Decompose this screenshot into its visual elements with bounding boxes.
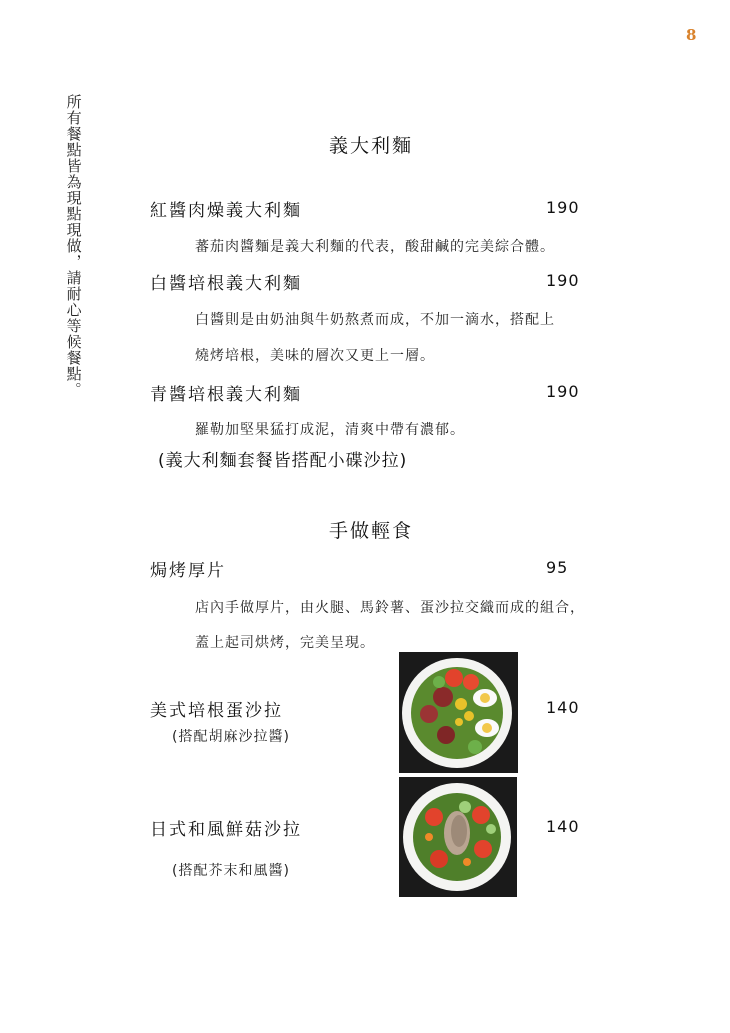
- pasta-set-note: (義大利麵套餐皆搭配小碟沙拉): [158, 451, 408, 471]
- menu-item-name: 焗烤厚片: [150, 561, 226, 581]
- menu-item-price: 190: [546, 198, 580, 217]
- menu-item-desc: 店內手做厚片，由火腿、馬鈴薯、蛋沙拉交織而成的組合，: [195, 600, 585, 616]
- section-title-pasta: 義大利麵: [329, 135, 414, 157]
- menu-item-name: 白醬培根義大利麵: [150, 274, 302, 294]
- dressing-note: (搭配胡麻沙拉醬): [172, 729, 290, 745]
- menu-item-name: 日式和風鮮菇沙拉: [150, 820, 302, 840]
- menu-item-name: 紅醬肉燥義大利麵: [150, 201, 302, 221]
- menu-item-price: 190: [546, 382, 580, 401]
- mushroom-salad-photo: [399, 777, 517, 897]
- menu-item-desc: 蕃茄肉醬麵是義大利麵的代表，酸甜鹹的完美綜合體。: [195, 239, 555, 255]
- menu-item-name: 青醬培根義大利麵: [150, 385, 302, 405]
- bacon-egg-salad-photo: [399, 652, 518, 773]
- menu-item-name: 美式培根蛋沙拉: [150, 701, 283, 721]
- dressing-note: (搭配芥末和風醬): [172, 863, 290, 879]
- menu-item-price: 95: [546, 558, 569, 577]
- side-note: 所有餐點皆為現點現做，請耐心等候餐點。: [64, 94, 83, 398]
- menu-item-price: 140: [546, 698, 580, 717]
- page-number: 8: [686, 26, 697, 44]
- menu-item-desc: 白醬則是由奶油與牛奶熬煮而成，不加一滴水，搭配上: [195, 312, 555, 328]
- menu-item-desc: 羅勒加堅果猛打成泥，清爽中帶有濃郁。: [195, 422, 465, 438]
- menu-item-price: 140: [546, 817, 580, 836]
- menu-item-desc: 蓋上起司烘烤，完美呈現。: [195, 635, 375, 651]
- menu-item-price: 190: [546, 271, 580, 290]
- section-title-light-meals: 手做輕食: [329, 520, 414, 542]
- menu-item-desc: 燒烤培根，美味的層次又更上一層。: [195, 348, 435, 364]
